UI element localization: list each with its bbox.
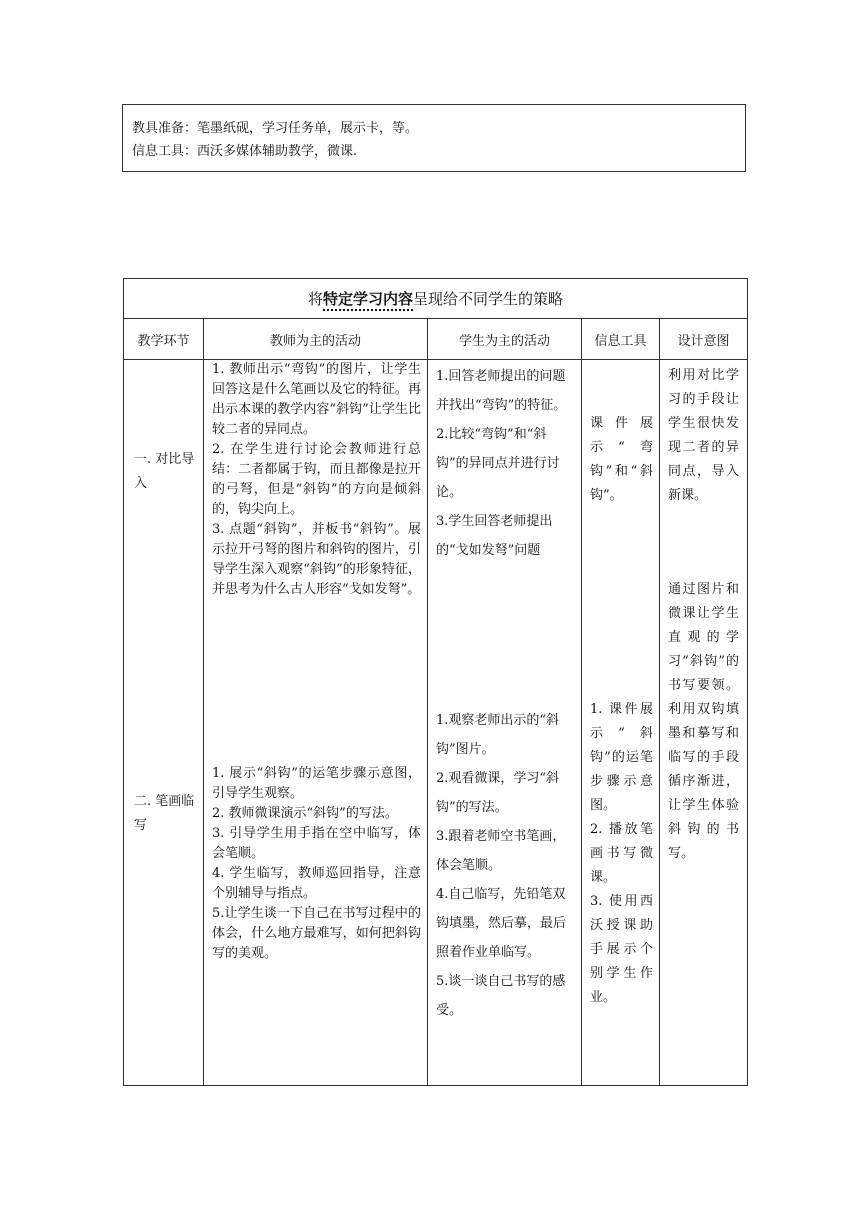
stage-cell [124,360,204,1086]
list-item: 2. 教师微课演示“斜钩”的写法。 [212,806,398,821]
list-item: 3. 点题“斜钩”，并板书“斜钩”。展示拉开弓弩的图片和斜钩的图片，引导学生深入观察“斜钩”的形象特征，并思考为什么古人形容“戈如发弩”。 [212,522,421,597]
student-cell [428,360,582,1086]
info-tools-2 [582,698,659,1010]
list-item: 1.观察老师出示的“斜钩”图片。 [436,713,560,757]
list-item: 1. 展示“斜钩”的运笔步骤示意图，引导学生观察。 [212,766,421,801]
list-item: 4. 学生临写，教师巡回指导，注意个别辅导与指点。 [212,866,421,901]
design-intent-2: 通过图片和微课让学生直观的学习“斜钩”的书写要领。利用双钩填墨和摹写和临写的手段循序渐进，让学生体验斜钩的书写。 [668,582,740,861]
list-item: 1. 课件展示“斜钩”的运笔步骤示意图。 [590,702,653,813]
strategy-table [123,278,748,1086]
list-item: 5.让学生谈一下自己在书写过程中的体会，什么地方最难写，如何把斜钩写的美观。 [212,906,421,961]
list-item: 3.学生回答老师提出的“戈如发弩”问题 [436,514,553,558]
list-item: 2. 在学生进行讨论会教师进行总结：二者都属于钩，而且都像是拉开的弓弩，但是“斜钩”的方向是倾斜的，钩尖向上。 [212,442,421,517]
header-teacher: 教师为主的活动 [204,319,428,360]
list-item: 2.比较“弯钩”和“斜钩”的异同点并进行讨论。 [436,427,560,500]
table-title-emphasis: 特定学习内容 [323,290,414,308]
student-activities-1 [428,362,581,565]
list-item: 4.自己临写，先铅笔双钩填墨，然后摹，最后照着作业单临写。 [436,887,567,960]
info-tools-line: 信息工具：西沃多媒体辅助教学，微课. [132,144,358,159]
stage-1-label: 一. 对比导入 [134,452,195,491]
table-title-post: 呈现给不同学生的策略 [413,290,564,308]
list-item: 2.观看微课，学习“斜钩”的写法。 [436,771,560,815]
header-stage: 教学环节 [124,319,204,360]
design-intent-1: 利用对比学习的手段让学生很快发现二者的异同点，导入新课。 [668,368,740,503]
student-activities-2 [428,706,581,1025]
list-item: 3. 引导学生用手指在空中临写，体会笔顺。 [212,826,421,861]
header-design: 设计意图 [660,319,748,360]
table-title-pre: 将 [307,290,323,308]
header-info-tools: 信息工具 [582,319,660,360]
list-item: 2. 播放笔画书写微课。 [590,822,653,885]
info-tools-cell [582,360,660,1086]
list-item: 3. 使用西沃授课助手展示个别学生作业。 [590,894,653,1005]
teacher-activities-2 [204,764,427,964]
teacher-cell [204,360,428,1086]
teacher-activities-1 [204,360,427,600]
materials-line: 教具准备：笔墨纸砚，学习任务单，展示卡，等。 [132,121,419,136]
list-item: 3.跟着老师空书笔画，体会笔顺。 [436,829,566,873]
list-item: 5.谈一谈自己书写的感受。 [436,974,566,1018]
list-item: 1. 教师出示“弯钩”的图片，让学生回答这是什么笔画以及它的特征。再出示本课的教学内容“斜钩”让学生比较二者的异同点。 [212,362,421,437]
design-intent-cell [660,360,748,1086]
materials-box [122,104,746,172]
stage-2-label: 二. 笔画临写 [134,794,195,833]
table-title [124,279,748,319]
table-row [124,360,748,1086]
info-tools-1: 课件展示“弯钩”和“斜钩”。 [590,416,653,503]
header-student: 学生为主的活动 [428,319,582,360]
list-item: 1.回答老师提出的问题并找出“弯钩”的特征。 [436,369,567,413]
